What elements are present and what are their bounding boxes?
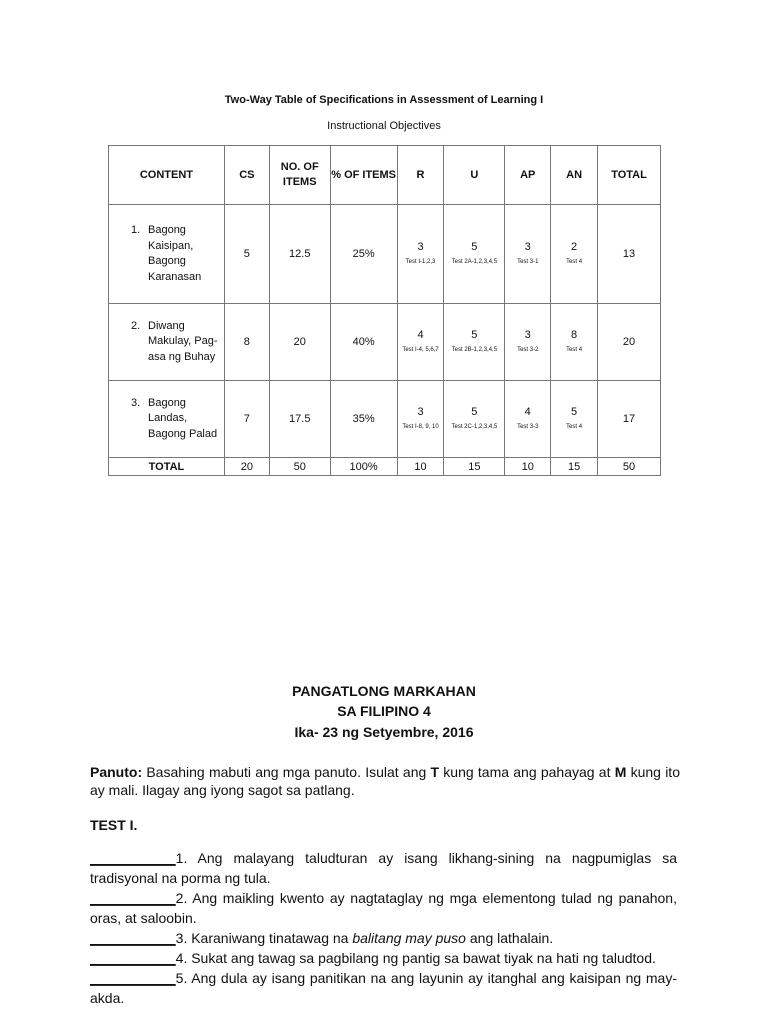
header-cs: CS <box>224 146 269 205</box>
total-pct: 100% <box>330 458 397 476</box>
no-items-cell: 12.5 <box>269 205 330 304</box>
question-item <box>90 928 677 948</box>
an-cell <box>551 381 598 458</box>
ap-test-ref: Test 3-2 <box>517 346 539 353</box>
an-cell <box>551 205 598 304</box>
table-total-row <box>109 458 661 476</box>
table-header-row <box>109 146 661 205</box>
ap-cell <box>505 205 551 304</box>
question-text: 2. Ang maikling kwento ay nagtataglay ng mga elementong tulad ng panahon, oras, at saloobin. <box>90 890 677 926</box>
question-text: 1. Ang malayang taludturan ay isang likhang-sining na nagpumiglas sa tradisyonal na porma ng tula. <box>90 850 677 886</box>
cs-cell: 5 <box>224 205 269 304</box>
ap-cell <box>505 381 551 458</box>
question-item <box>90 888 677 928</box>
question-list <box>90 848 677 1008</box>
content-cell <box>109 381 225 458</box>
header-no-items: NO. OF ITEMS <box>269 146 330 205</box>
total-u: 15 <box>444 458 505 476</box>
question-item <box>90 968 677 1008</box>
table-title: Two-Way Table of Specifications in Assessment of Learning I <box>224 94 544 106</box>
content-text: Diwang Makulay, Pag-asa ng Buhay <box>148 319 218 363</box>
header-r: R <box>397 146 444 205</box>
answer-blank[interactable]: ___________ <box>90 950 176 966</box>
total-label: TOTAL <box>109 458 225 476</box>
u-value: 5 <box>471 328 478 341</box>
content-cell <box>109 304 225 381</box>
instructions-label: Panuto: <box>90 764 143 780</box>
u-value: 5 <box>471 405 478 418</box>
header-ap: AP <box>505 146 551 205</box>
u-test-ref: Test 2C-1,2,3,4,5 <box>451 423 498 430</box>
pct-cell: 25% <box>330 205 397 304</box>
ap-value: 3 <box>524 328 531 341</box>
instructions-text-c: kung ito ay mali. Ilagay ang iyong sagot sa patlang. <box>90 764 680 798</box>
r-cell <box>397 205 444 304</box>
r-cell <box>397 381 444 458</box>
u-cell <box>444 304 505 381</box>
row-number: 2. <box>131 319 141 332</box>
ap-value: 3 <box>524 240 531 253</box>
an-value: 2 <box>571 240 578 253</box>
header-total: TOTAL <box>598 146 661 205</box>
header-an: AN <box>551 146 598 205</box>
r-value: 3 <box>417 240 424 253</box>
question-text-end: ang lathalain. <box>465 930 554 946</box>
an-test-ref: Test 4 <box>566 346 583 353</box>
question-emphasis: balitang may puso <box>352 930 466 946</box>
r-test-ref: Test I-1,2,3 <box>405 258 436 265</box>
header-u: U <box>444 146 505 205</box>
total-total: 50 <box>598 458 661 476</box>
header-content: CONTENT <box>109 146 225 205</box>
pct-cell: 35% <box>330 381 397 458</box>
total-no-items: 50 <box>269 458 330 476</box>
cs-cell: 8 <box>224 304 269 381</box>
an-test-ref: Test 4 <box>566 258 583 265</box>
row-number: 1. <box>131 224 141 236</box>
question-item <box>90 848 677 888</box>
ap-cell <box>505 304 551 381</box>
question-text: 4. Sukat ang tawag sa pagbilang ng pantig sa bawat tiyak na hati ng taludtod. <box>175 950 656 966</box>
total-ap: 10 <box>505 458 551 476</box>
r-test-ref: Test I-4, 5,6,7 <box>402 346 439 353</box>
total-cs: 20 <box>224 458 269 476</box>
content-text: Bagong Kaisipan, Bagong Karanasan <box>148 224 202 283</box>
total-r: 10 <box>397 458 444 476</box>
u-cell <box>444 205 505 304</box>
instructions <box>90 763 680 799</box>
r-test-ref: Test I-8, 9, 10 <box>402 423 439 430</box>
test-label: TEST I. <box>90 817 138 833</box>
question-text: 5. Ang dula ay isang panitikan na ang layunin ay itanghal ang kaisipan ng may-akda. <box>90 970 677 1006</box>
content-text: Bagong Landas, Bagong Palad <box>148 396 218 440</box>
an-test-ref: Test 4 <box>566 423 583 430</box>
total-cell: 20 <box>598 304 661 381</box>
table-row <box>109 381 661 458</box>
instructions-t: T <box>430 764 440 780</box>
total-an: 15 <box>551 458 598 476</box>
question-item <box>90 948 677 968</box>
row-number: 3. <box>131 396 141 409</box>
table-row <box>109 304 661 381</box>
u-test-ref: Test 2B-1,2,3,4,5 <box>451 346 498 353</box>
instructions-text-a: Basahing mabuti ang mga panuto. Isulat ang <box>142 764 431 780</box>
r-value: 3 <box>417 405 424 418</box>
table-row <box>109 205 661 304</box>
pct-cell: 40% <box>330 304 397 381</box>
an-value: 5 <box>571 405 578 418</box>
r-value: 4 <box>417 328 424 341</box>
question-text: 3. Karaniwang tinatawag na <box>175 930 353 946</box>
specifications-table <box>108 145 661 476</box>
date-heading: Ika- 23 ng Setyembre, 2016 <box>294 724 474 740</box>
total-cell: 13 <box>598 205 661 304</box>
ap-test-ref: Test 3-1 <box>517 258 539 265</box>
answer-blank[interactable]: ___________ <box>90 890 176 906</box>
instructions-text-b: kung tama ang pahayag at <box>439 764 615 780</box>
cs-cell: 7 <box>224 381 269 458</box>
content-cell <box>109 205 225 304</box>
an-cell <box>551 304 598 381</box>
u-test-ref: Test 2A-1,2,3,4,5 <box>451 258 498 265</box>
answer-blank[interactable]: ___________ <box>90 930 176 946</box>
u-value: 5 <box>471 240 478 253</box>
ap-test-ref: Test 3-3 <box>517 423 539 430</box>
r-cell <box>397 304 444 381</box>
ap-value: 4 <box>524 405 531 418</box>
answer-blank[interactable]: ___________ <box>90 970 176 986</box>
an-value: 8 <box>571 328 578 341</box>
u-cell <box>444 381 505 458</box>
no-items-cell: 20 <box>269 304 330 381</box>
quarter-heading: PANGATLONG MARKAHAN <box>292 683 476 699</box>
header-pct-items: % OF ITEMS <box>330 146 397 205</box>
answer-blank[interactable]: ___________ <box>90 850 176 866</box>
instructions-m: M <box>614 764 627 780</box>
subject-heading: SA FILIPINO 4 <box>337 703 431 719</box>
no-items-cell: 17.5 <box>269 381 330 458</box>
table-subtitle: Instructional Objectives <box>327 120 441 132</box>
total-cell: 17 <box>598 381 661 458</box>
